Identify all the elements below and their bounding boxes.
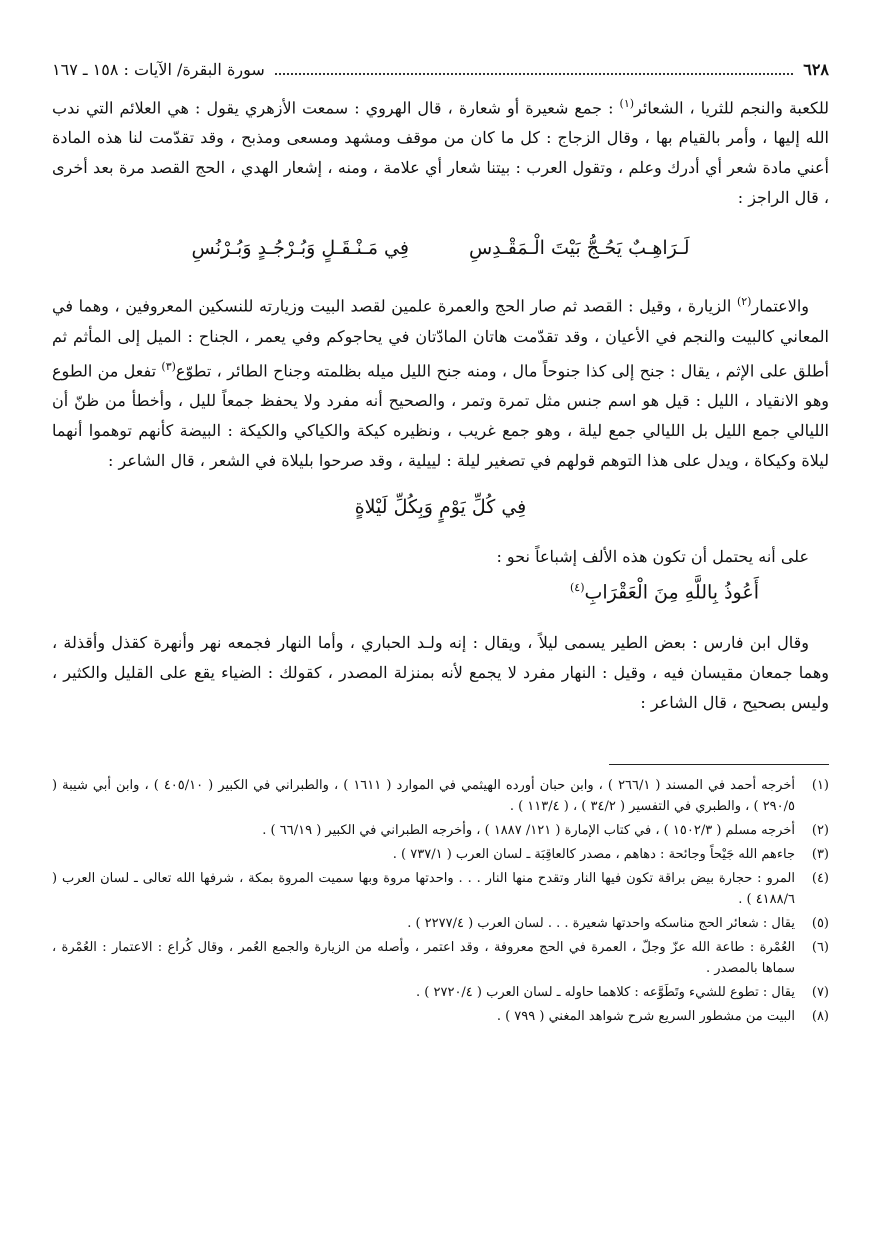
- page-number: ٦٢٨: [803, 60, 829, 79]
- footnote-ref-2[interactable]: (٢): [736, 295, 752, 309]
- footnote-text: العُمْرة : طاعة الله عزّ وجلّ ، العمرة في الحج معروفة ، وقد اعتمر ، وأصله من الزيارة والجمع العُمر ، وقال كُراع : الاعتمار : العُمْرة ، سماها بالمصدر .: [52, 940, 795, 977]
- footnote-text: يقال : شعائر الحج مناسكه واحدتها شعيرة . . . لسان العرب ( ٢٢٧٧/٤ ) .: [407, 916, 795, 932]
- paragraph-3: على أنه يحتمل أن تكون هذه الألف إشباعاً نحو :: [496, 546, 809, 566]
- footnote-number: (٢): [811, 823, 829, 839]
- footnote-item: [52, 844, 829, 865]
- footnote-text: المرو : حجارة بيض براقة تكون فيها النار وتقدح منها النار . . . واحدتها مروة وبها سميت المروة بمكة ، شرفها الله تعالى ـ لسان العرب ( ٤١٨٨/٦ ) .: [52, 871, 795, 908]
- paragraph-2: [52, 287, 829, 476]
- paragraph-1-part-b: : جمع شعيرة أو شعارة ، قال الهروي : سمعت الأزهري يقول : هي العلائم التي ندب الله إليها ، وأمر بالقيام بها ، وقال الزجاج : كل ما كان من موقف ومشهد ومسعى ومذبح ، وقد تقدّمت لنا هذه المادة أعني مادة شعر أي أدرك وعلم ، وتقول العرب : بيتنا شعار أي علامة ، ومنه ، إشعار الهدي ، الحج القصد مرة بعد أخرى ، قال الراجز :: [52, 98, 829, 208]
- footnote-item: [52, 868, 829, 910]
- paragraph-1-part-a: للكعبة والنجم للثريا ، الشعائر: [634, 98, 829, 118]
- footnote-text: البيت من مشطور السريع شرح شواهد المغني ( ٧٩٩ ) .: [496, 1009, 795, 1025]
- paragraph-4: وقال ابن فارس : بعض الطير يسمى ليلاً ، ويقال : إنه ولـد الحباري ، وأما النهار فجمعه نهر وأنهرة كقذل وأقذلة ، وهما جمعان مقيسان فيه ، وقيل : النهار مفرد لا يجمع لأنه بمنزلة المصدر ، كقولك : الضياء يقع على القليل والكثير ، وليس بصحيح ، قال الشاعر :: [52, 633, 829, 713]
- verse-1: [52, 231, 829, 265]
- footnote-item: [52, 982, 829, 1003]
- footnote-item: [52, 1006, 829, 1027]
- footnote-number: (٤): [811, 871, 829, 887]
- footnote-number: (٣): [811, 847, 829, 863]
- verse-3-text: أَعُوذُ بِاللَّهِ مِنَ الْعَقْرَابِ: [584, 581, 759, 604]
- footnote-text: أخرجه مسلم ( ١٥٠٢/٣ ) ، في كتاب الإمارة ( ١٢١/ ١٨٨٧ ) ، وأخرجه الطبراني في الكبير ( ٦٦/١٩ ) .: [262, 823, 795, 839]
- footnote-ref-4[interactable]: (٤): [569, 580, 585, 594]
- footnote-number: (٧): [811, 985, 829, 1001]
- footnote-text: أخرجه أحمد في المسند ( ٢٦٦/١ ) ، وابن حبان أورده الهيثمي في الموارد ( ١٦١١ ) ، والطبراني في الكبير ( ٤٠٥/١٠ ) ، وابن أبي شيبة ( ٢٩٠/٥ ) ، والطبري في التفسير ( ٣٤/٢ ) ، ( ١١٣/٤ ) .: [52, 778, 795, 815]
- footnote-item: [52, 775, 829, 817]
- footnote-number: (٨): [811, 1009, 829, 1025]
- footnote-text: يقال : تطوع للشيء وتَطَوَّعه : كلاهما حاوله ـ لسان العرب ( ٢٧٢٠/٤ ) .: [416, 985, 795, 1001]
- footnote-ref-1[interactable]: (١): [619, 97, 635, 110]
- footnote-number: (٥): [811, 916, 829, 932]
- paragraph-2-part-c: تفعل من الطوع وهو الانقياد ، الليل : قيل هو اسم جنس مثل تمرة وتمر ، والصحيح أنه مفرد ولا يحفظ جمعاً لليل ، وأخطأ من ظنّ أن الليالي جمع الليل بل الليالي جمع ليلة ، وهو جمع غريب ، ونظيره كيكة والكياكي والكيكة : البيضة كأنهم توهموا أنهما ليلاة وكيكاة ، ويدل على هذا التوهم قولهم في تصغير ليلة : لييلية ، وقد صرحوا بليلاة في الشعر ، قال الشاعر :: [52, 360, 829, 470]
- paragraph-1: [52, 89, 829, 213]
- verse-1-right-hemistich: لَـرَاهِـبٌ يَحُـجُّ بَيْتَ الْـمَقْـدِسِ: [468, 237, 690, 260]
- paragraph-2-part-b: الزيارة ، وقيل : القصد ثم صار الحج والعمرة علمين لقصد البيت وزيارته للنسكين المعروفين ، وهما في المعاني كالبيت والنجم في الأعيان ، وقد تقدّمت هاتان المادّتان في يحاجوكم وفي يعمر ، الجناح : الميل إلى المأثم ثم أطلق على الإثم ، يقال : جنح إلى كذا جنوحاً مال ، ومنه جنح الليل ميله بظلمته وجناح الطائر ، تطوّع: [52, 296, 830, 380]
- footnote-item: [52, 937, 829, 979]
- verse-3: [52, 572, 829, 608]
- footnotes-list: [52, 775, 829, 1027]
- verse-1-left-hemistich: فِي مَـنْـقَـلٍ وَبُـرْجُـدٍ وَبُـرْنُسِ: [191, 237, 409, 260]
- footnote-number: (٦): [811, 940, 829, 956]
- footnote-item: [52, 820, 829, 841]
- verse-2: فِي كُلِّ يَوْمٍ وَبِكُلِّ لَيْلاةٍ: [354, 495, 527, 518]
- running-title: سورة البقرة/ الآيات : ١٥٨ ـ ١٦٧: [52, 60, 265, 79]
- footnote-text: جاءهم الله جَيْحاً وجائحة : دهاهم ، مصدر كالعاقِبَة ـ لسان العرب ( ٧٣٧/١ ) .: [392, 847, 795, 863]
- document-page: [52, 60, 829, 1215]
- page-header: [52, 60, 829, 83]
- footnote-item: [52, 913, 829, 934]
- footnote-number: (١): [811, 778, 829, 794]
- header-dotted-leader: [275, 63, 793, 75]
- footnote-separator: [609, 764, 829, 765]
- footnote-ref-3[interactable]: (٣): [161, 359, 176, 373]
- paragraph-2-part-a: والاعتمار: [751, 296, 809, 316]
